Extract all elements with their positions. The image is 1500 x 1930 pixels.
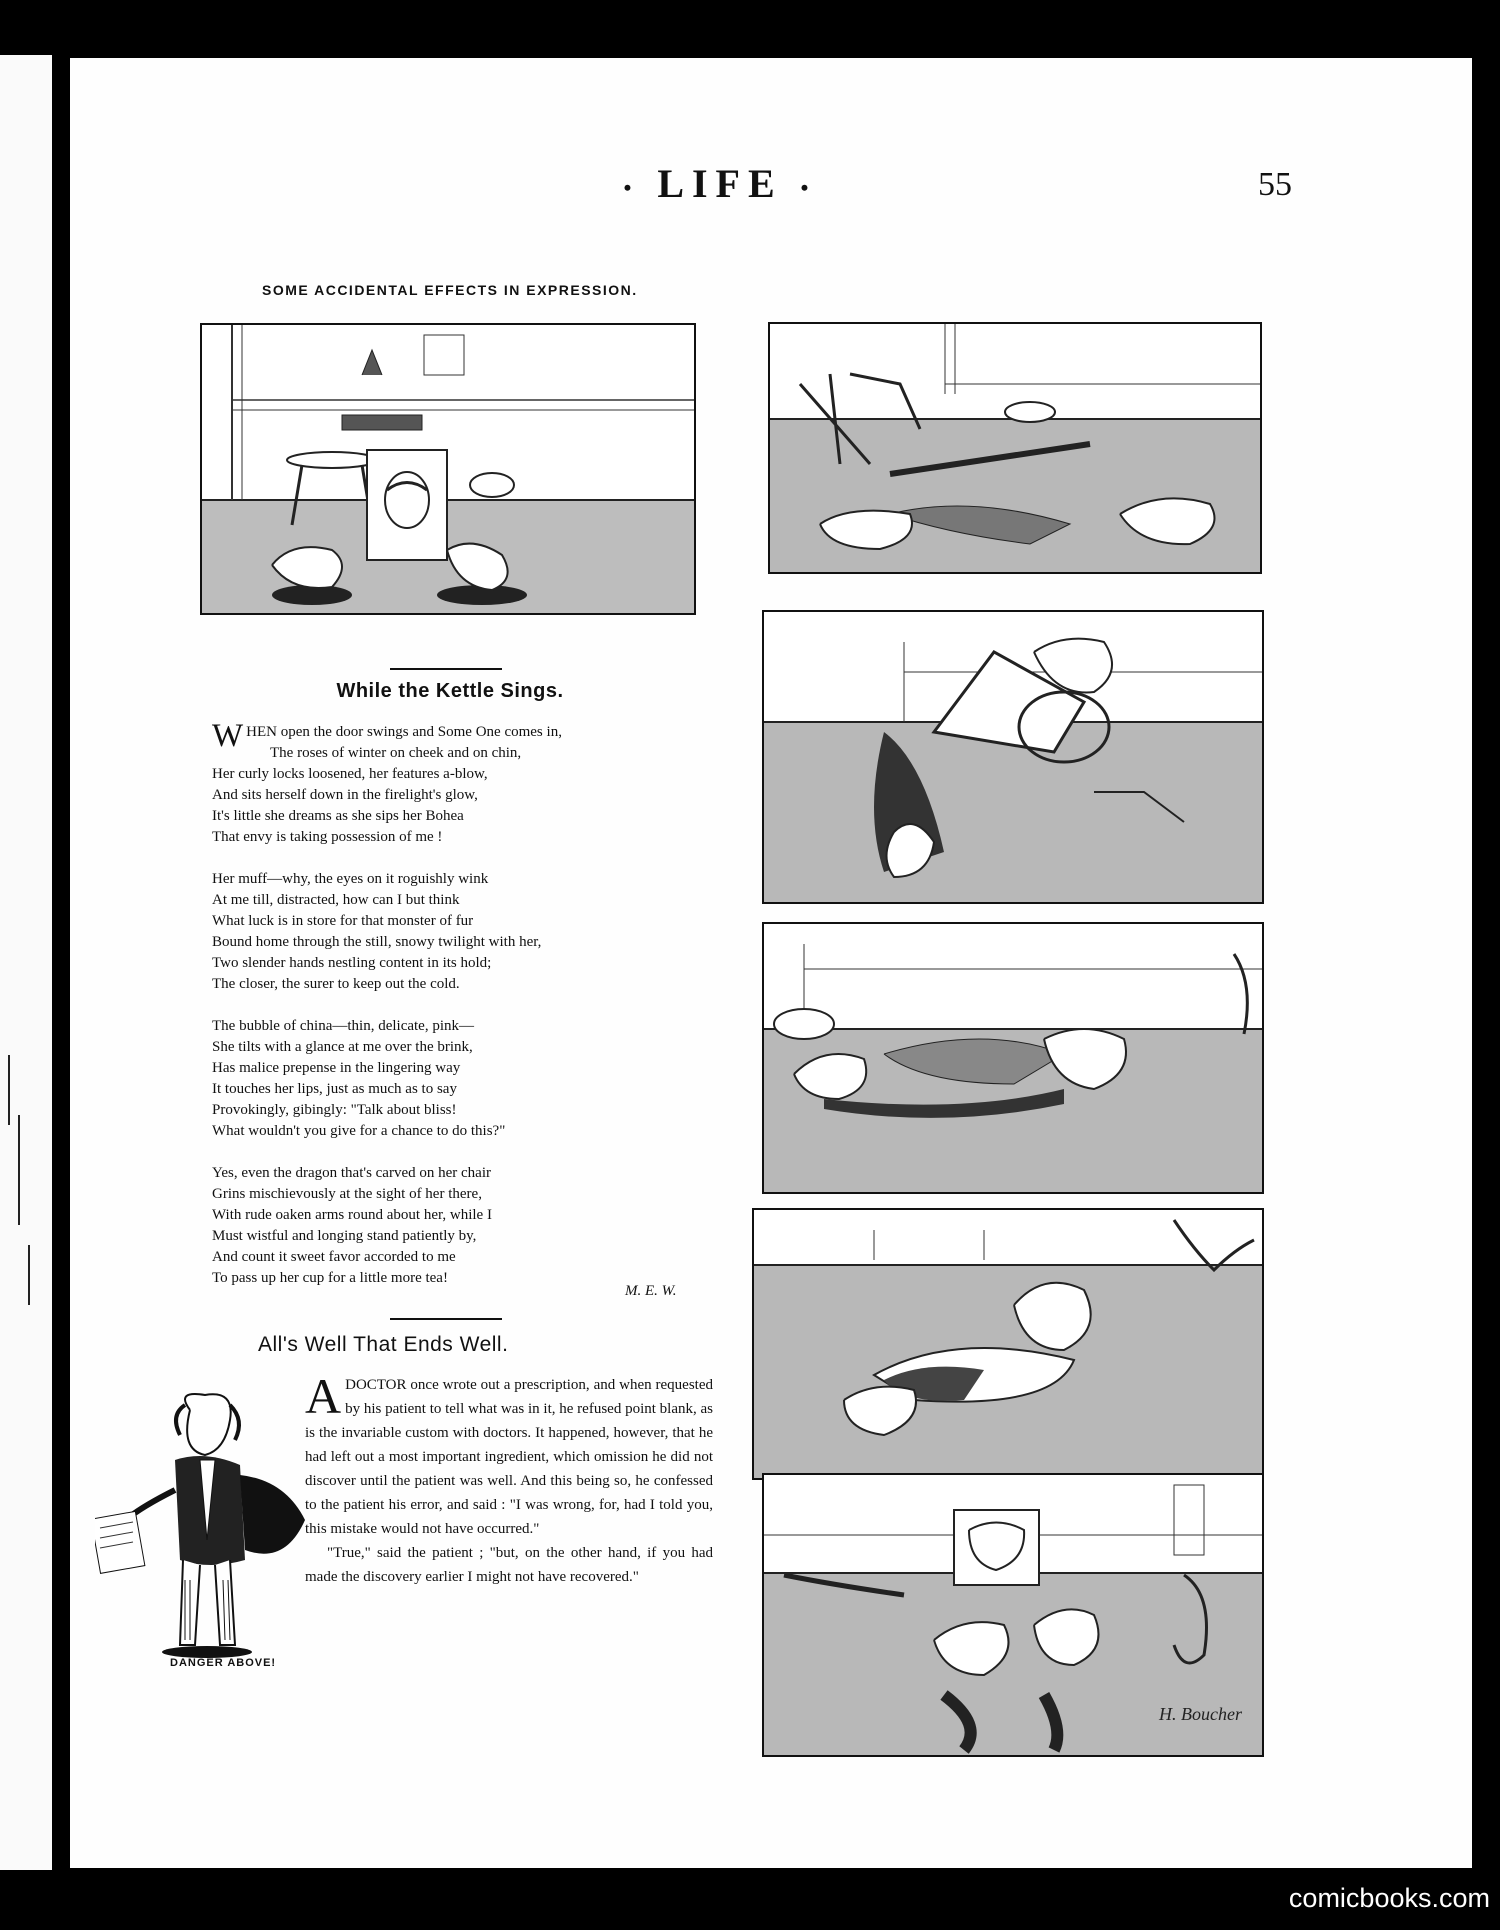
poem-body — [212, 718, 732, 1310]
cartoon-panel-3 — [762, 610, 1264, 904]
poem-line: The closer, the surer to keep out the cold. — [212, 976, 460, 992]
story-paragraph-2: "True," said the patient ; "but, on the other hand, if you had made the discovery earlier I might not have recovered." — [305, 1545, 713, 1585]
story-paragraph-1 — [305, 1368, 713, 1541]
poem-line: And count it sweet favor accorded to me — [212, 1249, 456, 1265]
poem-line: The roses of winter on cheek and on chin, — [270, 745, 522, 761]
poem-stanza-4 — [212, 1163, 732, 1289]
edge-mark — [28, 1245, 30, 1305]
previous-page-edge — [0, 55, 55, 1870]
edge-mark — [18, 1115, 20, 1225]
panel-1-illustration — [202, 325, 694, 613]
poem-line: It's little she dreams as she sips her Bohea — [212, 808, 464, 824]
poem-line: It touches her lips, just as much as to say — [212, 1081, 457, 1097]
site-watermark: comicbooks.com — [1288, 1883, 1490, 1913]
poem-line: Her muff—why, the eyes on it roguishly wink — [212, 871, 489, 887]
poem-line: With rude oaken arms round about her, while I — [212, 1207, 492, 1223]
poem-line: Has malice prepense in the lingering way — [212, 1060, 461, 1076]
poem-line: Bound home through the still, snowy twilight with her, — [212, 934, 542, 950]
poem-line: The bubble of china—thin, delicate, pink— — [212, 1018, 475, 1034]
poem-stanza-1 — [212, 718, 732, 848]
magazine-title: • LIFE • — [623, 161, 817, 206]
panel-6-illustration — [764, 1475, 1262, 1755]
cartoon-panel-5 — [752, 1208, 1264, 1480]
story-body — [305, 1368, 713, 1589]
story-title: All's Well That Ends Well. — [258, 1333, 509, 1356]
poem-line: At me till, distracted, how can I but think — [212, 892, 460, 908]
story-rule — [390, 1318, 502, 1320]
poem-line: To pass up her cup for a little more tea! — [212, 1270, 448, 1286]
panel-5-illustration — [754, 1210, 1262, 1478]
poem-signature: M. E. W. — [625, 1283, 677, 1299]
edge-mark — [8, 1055, 10, 1125]
panel-2-illustration — [770, 324, 1260, 572]
poem-line: Must wistful and longing stand patiently by, — [212, 1228, 477, 1244]
poem-title: While the Kettle Sings. — [336, 680, 564, 702]
doctor-illustration — [95, 1390, 325, 1670]
scan-border-top — [0, 0, 1500, 55]
poem-line: HEN open the door swings and Some One comes in, — [246, 724, 562, 740]
poem-stanza-2 — [212, 869, 732, 995]
poem-line: What wouldn't you give for a chance to do this?" — [212, 1123, 506, 1139]
panel-3-illustration — [764, 612, 1262, 902]
cartoon-panel-6 — [762, 1473, 1264, 1757]
poem-line: Her curly locks loosened, her features a-blow, — [212, 766, 488, 782]
cartoon-panel-2 — [768, 322, 1262, 574]
poem-rule — [390, 668, 502, 670]
poem-line: Two slender hands nestling content in its hold; — [212, 955, 492, 971]
cartoon-panel-4 — [762, 922, 1264, 1194]
story-paragraph-1-text: DOCTOR once wrote out a prescription, and when requested by his patient to tell what was in it, he refused point blank, as is the invariable custom with doctors. It happened, however, that he had left out a most important ingredient, which omission he did not discover until the patient was well. And this being so, he confessed to the patient his error, and said : "I was wrong, for, had I told you, this mistake would not have occurred." — [305, 1377, 713, 1537]
story-dropcap: A — [305, 1368, 342, 1424]
cartoon-heading: SOME ACCIDENTAL EFFECTS IN EXPRESSION. — [262, 282, 638, 298]
poem-line: Yes, even the dragon that's carved on her chair — [212, 1165, 492, 1181]
page-number: 55 — [1258, 166, 1292, 203]
poem-line: Grins mischievously at the sight of her there, — [212, 1186, 482, 1202]
poem-line: That envy is taking possession of me ! — [212, 829, 443, 845]
cartoon-panel-1 — [200, 323, 696, 615]
poem-stanza-3 — [212, 1016, 732, 1142]
poem-line: Provokingly, gibingly: "Talk about bliss! — [212, 1102, 457, 1118]
panel-signature: H. Boucher — [1159, 1704, 1242, 1724]
caricature-caption: DANGER ABOVE! — [170, 1657, 277, 1669]
poem-line: What luck is in store for that monster of fur — [212, 913, 474, 929]
poem-dropcap: W — [212, 718, 244, 754]
panel-4-illustration — [764, 924, 1262, 1192]
binding-gutter — [52, 55, 70, 1870]
doctor-caricature — [95, 1390, 325, 1670]
poem-line: She tilts with a glance at me over the brink, — [212, 1039, 473, 1055]
poem-line: And sits herself down in the firelight's glow, — [212, 787, 478, 803]
